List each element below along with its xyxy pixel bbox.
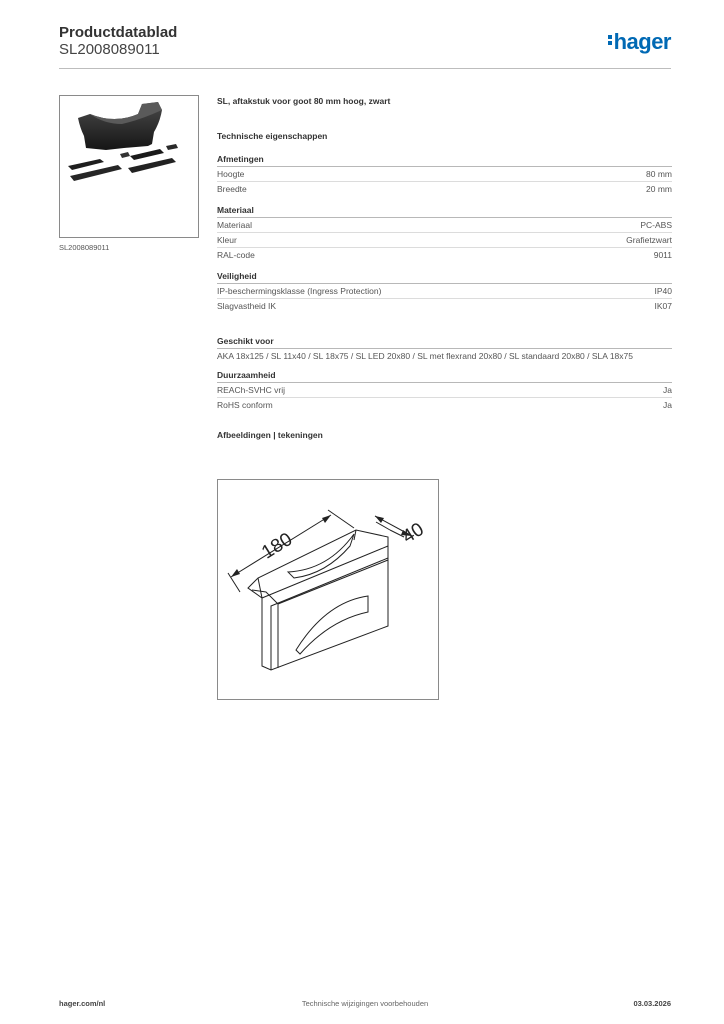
drawings-heading: Afbeeldingen | tekeningen bbox=[217, 430, 323, 440]
section-title: Geschikt voor bbox=[217, 336, 672, 349]
spec-value: PC-ABS bbox=[640, 220, 672, 230]
spec-row bbox=[217, 383, 672, 398]
product-id: SL2008089011 bbox=[59, 41, 160, 58]
spec-label: IP-beschermingsklasse (Ingress Protection) bbox=[217, 286, 382, 296]
section-title: Duurzaamheid bbox=[217, 370, 672, 383]
spec-row bbox=[217, 218, 672, 233]
spec-row bbox=[217, 182, 672, 196]
section-safety bbox=[217, 271, 672, 313]
section-sustainability bbox=[217, 370, 672, 412]
spec-value: Ja bbox=[663, 385, 672, 395]
footer-disclaimer: Technische wijzigingen voorbehouden bbox=[301, 999, 429, 1008]
spec-value: Grafietzwart bbox=[626, 235, 672, 245]
spec-label: RAL-code bbox=[217, 250, 255, 260]
spec-value: 20 mm bbox=[646, 184, 672, 194]
logo-dots-icon bbox=[608, 33, 612, 47]
technical-properties-heading: Technische eigenschappen bbox=[217, 131, 328, 141]
spec-label: Slagvastheid IK bbox=[217, 301, 277, 311]
footer-website: hager.com/nl bbox=[59, 999, 106, 1008]
spec-value: 80 mm bbox=[646, 169, 672, 179]
technical-drawing bbox=[217, 479, 439, 700]
spec-row bbox=[217, 299, 672, 313]
logo-text: hager bbox=[613, 29, 671, 54]
hager-logo bbox=[608, 29, 671, 55]
photo-caption: SL2008089011 bbox=[59, 243, 110, 252]
compatible-products: AKA 18x125 / SL 11x40 / SL 18x75 / SL LED 20x80 / SL met flexrand 20x80 / SL standaard 20x80 / SLA 18x75 bbox=[217, 351, 633, 361]
spec-row bbox=[217, 398, 672, 412]
page-footer bbox=[59, 999, 671, 1011]
product-photo-image bbox=[60, 96, 198, 237]
technical-drawing-image bbox=[218, 480, 438, 699]
section-title: Afmetingen bbox=[217, 154, 672, 167]
product-photo bbox=[59, 95, 199, 238]
spec-label: Breedte bbox=[217, 184, 247, 194]
section-dimensions bbox=[217, 154, 672, 196]
spec-label: Materiaal bbox=[217, 220, 252, 230]
spec-label: Kleur bbox=[217, 235, 237, 245]
spec-row bbox=[217, 248, 672, 262]
dimension-width-label: 40 bbox=[398, 518, 428, 548]
page-header bbox=[59, 24, 671, 70]
product-name: SL, aftakstuk voor goot 80 mm hoog, zwart bbox=[217, 96, 391, 106]
spec-row bbox=[217, 284, 672, 299]
spec-label: REACh-SVHC vrij bbox=[217, 385, 286, 395]
spec-value: IP40 bbox=[654, 286, 672, 296]
spec-label: Hoogte bbox=[217, 169, 245, 179]
dimension-length-label: 180 bbox=[258, 528, 297, 564]
header-divider bbox=[59, 68, 671, 69]
section-title: Materiaal bbox=[217, 205, 672, 218]
spec-value: Ja bbox=[663, 400, 672, 410]
section-material bbox=[217, 205, 672, 262]
product-details bbox=[217, 96, 672, 440]
footer-date: 03.03.2026 bbox=[633, 999, 671, 1008]
section-title: Veiligheid bbox=[217, 271, 672, 284]
spec-row bbox=[217, 233, 672, 248]
spec-label: RoHS conform bbox=[217, 400, 273, 410]
spec-row bbox=[217, 167, 672, 182]
spec-value: 9011 bbox=[653, 250, 672, 260]
spec-value: IK07 bbox=[654, 301, 672, 311]
document-title: Productdatablad bbox=[59, 24, 178, 41]
section-compatibility bbox=[217, 336, 672, 361]
